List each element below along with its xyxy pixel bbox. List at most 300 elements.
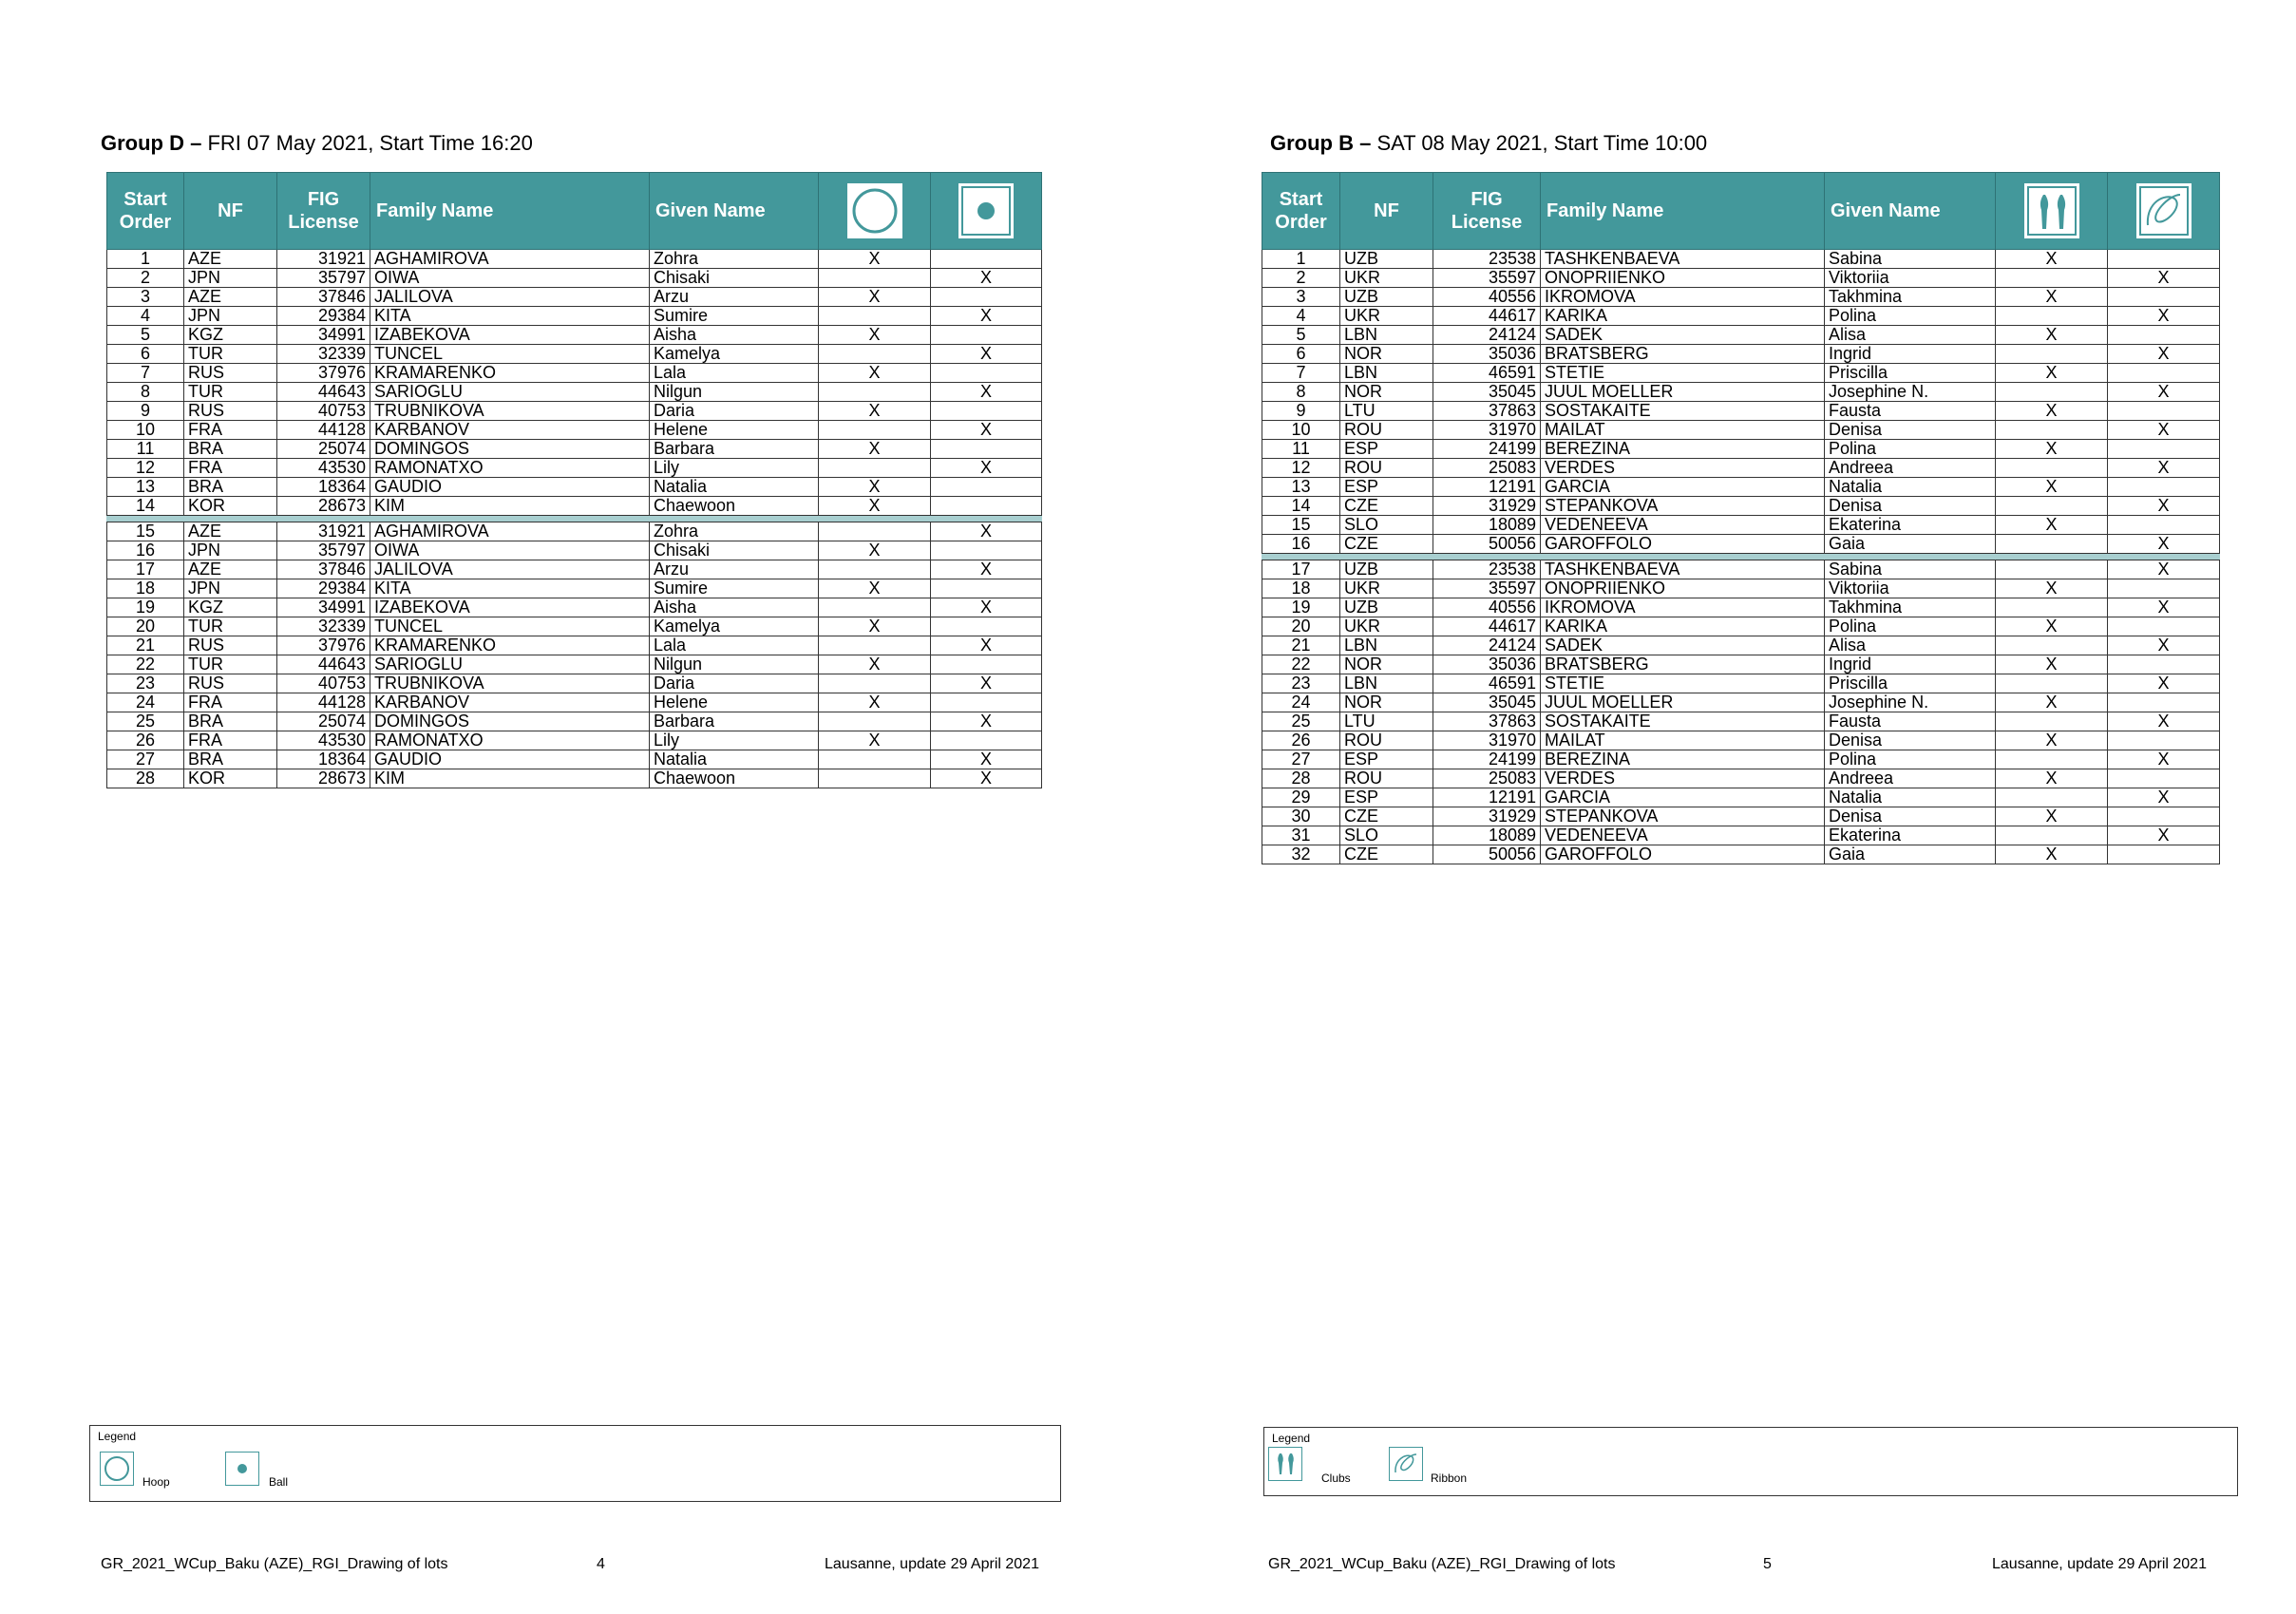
col-start-order: Start Order [1262, 173, 1340, 250]
cell-apparatus-1 [819, 459, 931, 478]
cell-fig-license: 35036 [1433, 345, 1541, 364]
cell-fig-license: 24199 [1433, 750, 1541, 769]
cell-fig-license: 35797 [277, 269, 370, 288]
cell-given-name: Barbara [650, 440, 819, 459]
cell-family-name: JALILOVA [370, 288, 650, 307]
cell-apparatus-2 [931, 478, 1042, 497]
cell-apparatus-2: X [931, 421, 1042, 440]
cell-nf: UKR [1340, 269, 1433, 288]
cell-apparatus-2 [931, 731, 1042, 750]
col-nf: NF [184, 173, 277, 250]
cell-fig-license: 18089 [1433, 826, 1541, 845]
cell-fig-license: 44128 [277, 421, 370, 440]
cell-apparatus-2: X [931, 750, 1042, 769]
cell-apparatus-1: X [1996, 579, 2108, 598]
table-row [1262, 712, 2220, 731]
legend-box [1263, 1427, 2238, 1496]
cell-nf: JPN [184, 579, 277, 598]
col-fig-license: FIG License [277, 173, 370, 250]
cell-fig-license: 37863 [1433, 712, 1541, 731]
cell-apparatus-1 [1996, 712, 2108, 731]
table-row [1262, 731, 2220, 750]
cell-family-name: IZABEKOVA [370, 326, 650, 345]
cell-apparatus-1 [1996, 535, 2108, 554]
table-row [1262, 269, 2220, 288]
cell-nf: LBN [1340, 326, 1433, 345]
table-row [1262, 250, 2220, 269]
cell-start-order: 20 [107, 617, 184, 636]
cell-family-name: AGHAMIROVA [370, 522, 650, 541]
col-given-name: Given Name [1825, 173, 1996, 250]
cell-fig-license: 28673 [277, 769, 370, 788]
cell-family-name: GAUDIO [370, 478, 650, 497]
cell-start-order: 27 [1262, 750, 1340, 769]
cell-nf: FRA [184, 693, 277, 712]
cell-start-order: 13 [1262, 478, 1340, 497]
cell-family-name: KARBANOV [370, 693, 650, 712]
cell-nf: LBN [1340, 636, 1433, 655]
cell-fig-license: 40753 [277, 674, 370, 693]
cell-given-name: Josephine N. [1825, 693, 1996, 712]
cell-apparatus-2: X [931, 560, 1042, 579]
cell-fig-license: 24124 [1433, 326, 1541, 345]
cell-apparatus-2: X [931, 636, 1042, 655]
cell-family-name: SADEK [1541, 636, 1825, 655]
cell-apparatus-1: X [819, 440, 931, 459]
cell-nf: UKR [1340, 579, 1433, 598]
cell-fig-license: 43530 [277, 459, 370, 478]
table-header-row [107, 173, 1042, 250]
cell-family-name: KITA [370, 579, 650, 598]
cell-family-name: OIWA [370, 269, 650, 288]
cell-apparatus-1: X [819, 478, 931, 497]
cell-nf: CZE [1340, 845, 1433, 864]
group-label: Group D – [101, 131, 202, 155]
cell-nf: NOR [1340, 693, 1433, 712]
table-row [107, 655, 1042, 674]
cell-given-name: Sabina [1825, 250, 1996, 269]
cell-family-name: GAROFFOLO [1541, 845, 1825, 864]
cell-apparatus-2 [931, 693, 1042, 712]
cell-family-name: STEPANKOVA [1541, 807, 1825, 826]
table-row [1262, 788, 2220, 807]
cell-start-order: 5 [1262, 326, 1340, 345]
cell-fig-license: 50056 [1433, 535, 1541, 554]
cell-nf: TUR [184, 617, 277, 636]
cell-nf: RUS [184, 636, 277, 655]
cell-nf: KGZ [184, 326, 277, 345]
cell-apparatus-2: X [2108, 636, 2220, 655]
table-row [1262, 307, 2220, 326]
cell-fig-license: 35045 [1433, 383, 1541, 402]
cell-start-order: 9 [1262, 402, 1340, 421]
cell-given-name: Daria [650, 402, 819, 421]
cell-family-name: KARBANOV [370, 421, 650, 440]
cell-apparatus-1: X [1996, 655, 2108, 674]
table-row [1262, 807, 2220, 826]
cell-start-order: 17 [1262, 560, 1340, 579]
cell-given-name: Fausta [1825, 402, 1996, 421]
cell-start-order: 28 [107, 769, 184, 788]
cell-start-order: 18 [107, 579, 184, 598]
cell-family-name: ONOPRIIENKO [1541, 579, 1825, 598]
cell-fig-license: 40753 [277, 402, 370, 421]
group-title [1270, 131, 1707, 156]
cell-fig-license: 44128 [277, 693, 370, 712]
footer-place-date: Lausanne, update 29 April 2021 [1992, 1556, 2207, 1572]
cell-apparatus-1 [819, 421, 931, 440]
cell-family-name: TUNCEL [370, 617, 650, 636]
hoop-icon [846, 182, 903, 239]
cell-given-name: Chaewoon [650, 497, 819, 516]
cell-apparatus-2: X [2108, 459, 2220, 478]
cell-given-name: Ingrid [1825, 345, 1996, 364]
footer-page-number: 4 [597, 1556, 605, 1572]
table-row [1262, 693, 2220, 712]
cell-given-name: Priscilla [1825, 674, 1996, 693]
cell-nf: FRA [184, 421, 277, 440]
cell-given-name: Alisa [1825, 326, 1996, 345]
cell-given-name: Josephine N. [1825, 383, 1996, 402]
col-hoop [819, 173, 931, 250]
cell-fig-license: 31970 [1433, 421, 1541, 440]
table-row [1262, 478, 2220, 497]
cell-start-order: 8 [107, 383, 184, 402]
cell-start-order: 6 [1262, 345, 1340, 364]
cell-given-name: Natalia [1825, 478, 1996, 497]
cell-nf: AZE [184, 250, 277, 269]
cell-given-name: Polina [1825, 307, 1996, 326]
cell-start-order: 12 [107, 459, 184, 478]
col-ribbon [2108, 173, 2220, 250]
cell-nf: BRA [184, 478, 277, 497]
ball-icon [958, 182, 1015, 239]
table-row [107, 731, 1042, 750]
table-row [1262, 421, 2220, 440]
cell-nf: LBN [1340, 364, 1433, 383]
cell-nf: CZE [1340, 535, 1433, 554]
table-row [1262, 440, 2220, 459]
cell-apparatus-2: X [2108, 560, 2220, 579]
cell-nf: AZE [184, 288, 277, 307]
cell-apparatus-2 [931, 402, 1042, 421]
cell-apparatus-2 [2108, 617, 2220, 636]
table-row [107, 712, 1042, 731]
cell-given-name: Lily [650, 459, 819, 478]
cell-start-order: 5 [107, 326, 184, 345]
table-row [107, 345, 1042, 364]
col-family-name: Family Name [1541, 173, 1825, 250]
table-row [107, 560, 1042, 579]
cell-start-order: 26 [1262, 731, 1340, 750]
cell-apparatus-2: X [2108, 269, 2220, 288]
cell-apparatus-1: X [819, 288, 931, 307]
cell-apparatus-1 [819, 674, 931, 693]
table-row [107, 693, 1042, 712]
cell-fig-license: 31921 [277, 250, 370, 269]
cell-given-name: Lala [650, 636, 819, 655]
cell-start-order: 25 [1262, 712, 1340, 731]
col-family-name: Family Name [370, 173, 650, 250]
cell-fig-license: 35036 [1433, 655, 1541, 674]
cell-fig-license: 35597 [1433, 579, 1541, 598]
hoop-icon [100, 1452, 134, 1486]
cell-nf: NOR [1340, 655, 1433, 674]
table-row [1262, 459, 2220, 478]
cell-nf: TUR [184, 345, 277, 364]
cell-nf: SLO [1340, 826, 1433, 845]
cell-nf: AZE [184, 560, 277, 579]
cell-nf: BRA [184, 440, 277, 459]
cell-apparatus-1 [1996, 421, 2108, 440]
table-row [107, 421, 1042, 440]
cell-given-name: Kamelya [650, 617, 819, 636]
cell-family-name: TRUBNIKOVA [370, 674, 650, 693]
cell-family-name: IKROMOVA [1541, 598, 1825, 617]
cell-start-order: 24 [107, 693, 184, 712]
cell-nf: KOR [184, 769, 277, 788]
cell-start-order: 19 [107, 598, 184, 617]
cell-apparatus-2: X [931, 712, 1042, 731]
cell-family-name: AGHAMIROVA [370, 250, 650, 269]
col-nf: NF [1340, 173, 1433, 250]
cell-nf: CZE [1340, 497, 1433, 516]
cell-given-name: Helene [650, 693, 819, 712]
cell-apparatus-1 [1996, 345, 2108, 364]
col-fig-license: FIG License [1433, 173, 1541, 250]
table-row [1262, 535, 2220, 554]
cell-apparatus-2 [2108, 326, 2220, 345]
cell-given-name: Polina [1825, 440, 1996, 459]
cell-nf: ROU [1340, 769, 1433, 788]
cell-family-name: BEREZINA [1541, 750, 1825, 769]
cell-family-name: STETIE [1541, 364, 1825, 383]
cell-family-name: GARCIA [1541, 478, 1825, 497]
cell-family-name: SARIOGLU [370, 383, 650, 402]
cell-start-order: 10 [107, 421, 184, 440]
cell-apparatus-2 [931, 655, 1042, 674]
cell-nf: ESP [1340, 440, 1433, 459]
cell-apparatus-2: X [2108, 535, 2220, 554]
cell-start-order: 21 [107, 636, 184, 655]
cell-apparatus-2: X [2108, 421, 2220, 440]
cell-apparatus-1 [819, 712, 931, 731]
cell-given-name: Gaia [1825, 535, 1996, 554]
cell-fig-license: 18364 [277, 750, 370, 769]
cell-nf: ESP [1340, 478, 1433, 497]
cell-family-name: ONOPRIIENKO [1541, 269, 1825, 288]
cell-apparatus-2: X [2108, 345, 2220, 364]
cell-apparatus-2 [2108, 402, 2220, 421]
cell-family-name: IZABEKOVA [370, 598, 650, 617]
cell-family-name: KIM [370, 497, 650, 516]
cell-apparatus-1 [1996, 560, 2108, 579]
cell-given-name: Sumire [650, 307, 819, 326]
table-row [107, 522, 1042, 541]
cell-start-order: 16 [1262, 535, 1340, 554]
cell-apparatus-1: X [819, 693, 931, 712]
cell-nf: UKR [1340, 617, 1433, 636]
cell-apparatus-1: X [819, 364, 931, 383]
cell-apparatus-1: X [1996, 769, 2108, 788]
cell-fig-license: 37846 [277, 560, 370, 579]
cell-apparatus-2 [2108, 516, 2220, 535]
table-row [107, 383, 1042, 402]
cell-nf: ROU [1340, 421, 1433, 440]
legend-clubs-label: Clubs [1321, 1472, 1351, 1485]
table-row [1262, 579, 2220, 598]
cell-apparatus-2 [931, 497, 1042, 516]
cell-apparatus-1 [819, 636, 931, 655]
cell-fig-license: 44617 [1433, 307, 1541, 326]
cell-apparatus-1 [1996, 269, 2108, 288]
cell-start-order: 22 [1262, 655, 1340, 674]
cell-family-name: MAILAT [1541, 421, 1825, 440]
cell-fig-license: 37976 [277, 636, 370, 655]
cell-apparatus-1 [1996, 497, 2108, 516]
cell-fig-license: 37846 [277, 288, 370, 307]
cell-apparatus-2: X [2108, 497, 2220, 516]
cell-apparatus-1: X [1996, 250, 2108, 269]
cell-apparatus-2 [931, 326, 1042, 345]
cell-apparatus-2 [2108, 807, 2220, 826]
cell-apparatus-1 [1996, 459, 2108, 478]
cell-fig-license: 40556 [1433, 598, 1541, 617]
table-row [1262, 516, 2220, 535]
cell-family-name: STETIE [1541, 674, 1825, 693]
cell-fig-license: 37976 [277, 364, 370, 383]
cell-apparatus-2 [2108, 693, 2220, 712]
cell-family-name: TASHKENBAEVA [1541, 250, 1825, 269]
cell-apparatus-2: X [931, 383, 1042, 402]
cell-start-order: 7 [107, 364, 184, 383]
cell-apparatus-2: X [2108, 307, 2220, 326]
cell-nf: TUR [184, 383, 277, 402]
table-row [107, 459, 1042, 478]
cell-nf: JPN [184, 307, 277, 326]
cell-nf: LTU [1340, 712, 1433, 731]
cell-apparatus-2 [2108, 440, 2220, 459]
cell-apparatus-1: X [819, 541, 931, 560]
cell-given-name: Andreea [1825, 769, 1996, 788]
table-row [1262, 402, 2220, 421]
cell-start-order: 3 [107, 288, 184, 307]
cell-given-name: Zohra [650, 522, 819, 541]
cell-given-name: Denisa [1825, 497, 1996, 516]
cell-apparatus-1: X [819, 655, 931, 674]
cell-apparatus-2 [931, 288, 1042, 307]
cell-family-name: KRAMARENKO [370, 636, 650, 655]
cell-apparatus-1 [819, 769, 931, 788]
cell-fig-license: 50056 [1433, 845, 1541, 864]
cell-apparatus-1: X [819, 731, 931, 750]
cell-apparatus-1: X [1996, 364, 2108, 383]
cell-given-name: Priscilla [1825, 364, 1996, 383]
cell-family-name: JUUL MOELLER [1541, 383, 1825, 402]
col-clubs [1996, 173, 2108, 250]
cell-fig-license: 35597 [1433, 269, 1541, 288]
cell-start-order: 11 [107, 440, 184, 459]
table-row [107, 617, 1042, 636]
cell-family-name: BRATSBERG [1541, 345, 1825, 364]
cell-given-name: Alisa [1825, 636, 1996, 655]
table-row [107, 440, 1042, 459]
cell-apparatus-1 [819, 383, 931, 402]
cell-nf: LTU [1340, 402, 1433, 421]
table-row [1262, 326, 2220, 345]
cell-apparatus-2: X [2108, 674, 2220, 693]
footer-doc: GR_2021_WCup_Baku (AZE)_RGI_Drawing of lots [1268, 1556, 1616, 1572]
table-row [1262, 655, 2220, 674]
cell-apparatus-2 [931, 617, 1042, 636]
table-row [107, 579, 1042, 598]
cell-apparatus-1 [1996, 383, 2108, 402]
cell-given-name: Natalia [1825, 788, 1996, 807]
cell-fig-license: 44617 [1433, 617, 1541, 636]
cell-family-name: SADEK [1541, 326, 1825, 345]
cell-start-order: 32 [1262, 845, 1340, 864]
cell-given-name: Nilgun [650, 383, 819, 402]
cell-apparatus-1: X [1996, 731, 2108, 750]
cell-apparatus-1: X [1996, 402, 2108, 421]
cell-family-name: KARIKA [1541, 617, 1825, 636]
cell-start-order: 22 [107, 655, 184, 674]
cell-apparatus-2: X [2108, 750, 2220, 769]
cell-start-order: 31 [1262, 826, 1340, 845]
cell-fig-license: 40556 [1433, 288, 1541, 307]
cell-given-name: Lala [650, 364, 819, 383]
cell-fig-license: 31921 [277, 522, 370, 541]
cell-given-name: Polina [1825, 750, 1996, 769]
cell-family-name: JUUL MOELLER [1541, 693, 1825, 712]
cell-given-name: Nilgun [650, 655, 819, 674]
table-row [107, 364, 1042, 383]
cell-nf: BRA [184, 712, 277, 731]
legend-title: Legend [98, 1430, 137, 1443]
cell-nf: NOR [1340, 345, 1433, 364]
cell-start-order: 23 [107, 674, 184, 693]
cell-start-order: 25 [107, 712, 184, 731]
cell-given-name: Denisa [1825, 421, 1996, 440]
cell-start-order: 4 [107, 307, 184, 326]
cell-given-name: Takhmina [1825, 288, 1996, 307]
cell-family-name: KIM [370, 769, 650, 788]
cell-apparatus-2 [2108, 579, 2220, 598]
cell-apparatus-1: X [819, 402, 931, 421]
cell-apparatus-2: X [931, 345, 1042, 364]
cell-start-order: 1 [107, 250, 184, 269]
cell-apparatus-1 [1996, 598, 2108, 617]
cell-nf: ROU [1340, 731, 1433, 750]
table-row [1262, 636, 2220, 655]
cell-start-order: 2 [107, 269, 184, 288]
table-row [107, 288, 1042, 307]
cell-family-name: TRUBNIKOVA [370, 402, 650, 421]
cell-apparatus-2 [2108, 769, 2220, 788]
cell-family-name: VERDES [1541, 769, 1825, 788]
cell-apparatus-2 [931, 541, 1042, 560]
cell-nf: CZE [1340, 807, 1433, 826]
cell-given-name: Denisa [1825, 807, 1996, 826]
cell-apparatus-1: X [1996, 807, 2108, 826]
cell-fig-license: 35045 [1433, 693, 1541, 712]
col-given-name: Given Name [650, 173, 819, 250]
cell-fig-license: 37863 [1433, 402, 1541, 421]
cell-apparatus-2 [931, 364, 1042, 383]
cell-start-order: 18 [1262, 579, 1340, 598]
cell-family-name: JALILOVA [370, 560, 650, 579]
cell-given-name: Zohra [650, 250, 819, 269]
